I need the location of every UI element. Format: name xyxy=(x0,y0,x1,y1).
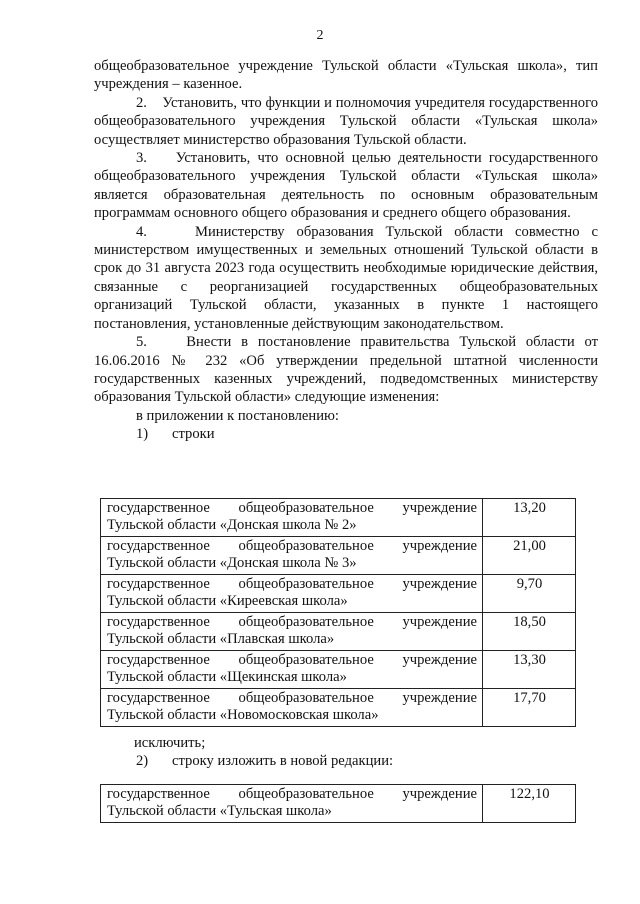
institution-name-cell: государственное общеобразовательное учреждение Тульской области «Щекинская школа» xyxy=(101,651,483,689)
exclude-block xyxy=(94,734,598,771)
institution-name-cell: государственное общеобразовательное учреждение Тульской области «Новомосковская школа» xyxy=(101,689,483,727)
appendix-line: в приложении к постановлению: xyxy=(136,407,339,424)
institution-name-cell: государственное общеобразовательное учреждение Тульской области «Донская школа № 3» xyxy=(101,537,483,575)
paragraph-continuation: общеобразовательное учреждение Тульской области «Тульская школа», тип учреждения – казенное. xyxy=(94,58,598,93)
institution-name-cell: государственное общеобразовательное учреждение Тульской области «Тульская школа» xyxy=(101,785,483,823)
institution-name-cell: государственное общеобразовательное учреждение Тульской области «Донская школа № 2» xyxy=(101,499,483,537)
item-2 xyxy=(94,752,598,770)
staff-limit-cell: 17,70 xyxy=(483,689,576,727)
paragraph-4: 4. Министерству образования Тульской области совместно с министерством имущественных и земельных отношений Тульской области в срок до 31 августа 2023 года осуществить необходимые юридические действия, связанные с реорганизацией государственных общеобразовательных организаций Тульской области, указанных в пункте 1 настоящего постановления, установленные действующим законодательством. xyxy=(94,223,598,332)
item-1-text: строки xyxy=(172,426,215,443)
staff-limit-cell: 18,50 xyxy=(483,613,576,651)
staff-limit-cell: 21,00 xyxy=(483,537,576,575)
paragraph-5: 5. Внести в постановление правительства Тульской области от 16.06.2016 № 232 «Об утверждении предельной штатной численности государственных казенных учреждений, подведомственных министерству образования Тульской области» следующие изменения: xyxy=(94,334,598,406)
item-1 xyxy=(94,425,598,443)
item-2-number: 2) xyxy=(136,753,149,770)
paragraph-3: 3. Установить, что основной целью деятельности государственного общеобразовательного учреждения Тульской области «Тульская школа» является образовательная деятельность по основным образовательным программам основного общего образования и среднего общего образования. xyxy=(94,150,598,222)
rows-to-exclude-table xyxy=(100,498,576,727)
institution-name-cell: государственное общеобразовательное учреждение Тульской области «Киреевская школа» xyxy=(101,575,483,613)
paragraph-2: 2. Установить, что функции и полномочия учредителя государственного общеобразовательного учреждения Тульской области «Тульская школа» осуществляет министерство образования Тульской области. xyxy=(94,94,598,148)
item-1-number: 1) xyxy=(136,426,149,443)
table-row xyxy=(101,613,576,651)
table-row xyxy=(101,785,576,823)
table-row xyxy=(101,537,576,575)
staff-limit-cell: 13,20 xyxy=(483,499,576,537)
table-row xyxy=(101,651,576,689)
table-row xyxy=(101,575,576,613)
exclude-line: исключить; xyxy=(134,735,206,751)
document-body xyxy=(94,57,598,444)
institution-name-cell: государственное общеобразовательное учреждение Тульской области «Плавская школа» xyxy=(101,613,483,651)
staff-limit-cell: 122,10 xyxy=(483,785,576,823)
page-number: 2 xyxy=(316,28,324,43)
table-row xyxy=(101,689,576,727)
staff-limit-cell: 13,30 xyxy=(483,651,576,689)
item-2-text: строку изложить в новой редакции: xyxy=(172,753,394,770)
new-row-table xyxy=(100,784,576,823)
staff-limit-cell: 9,70 xyxy=(483,575,576,613)
table-row xyxy=(101,499,576,537)
